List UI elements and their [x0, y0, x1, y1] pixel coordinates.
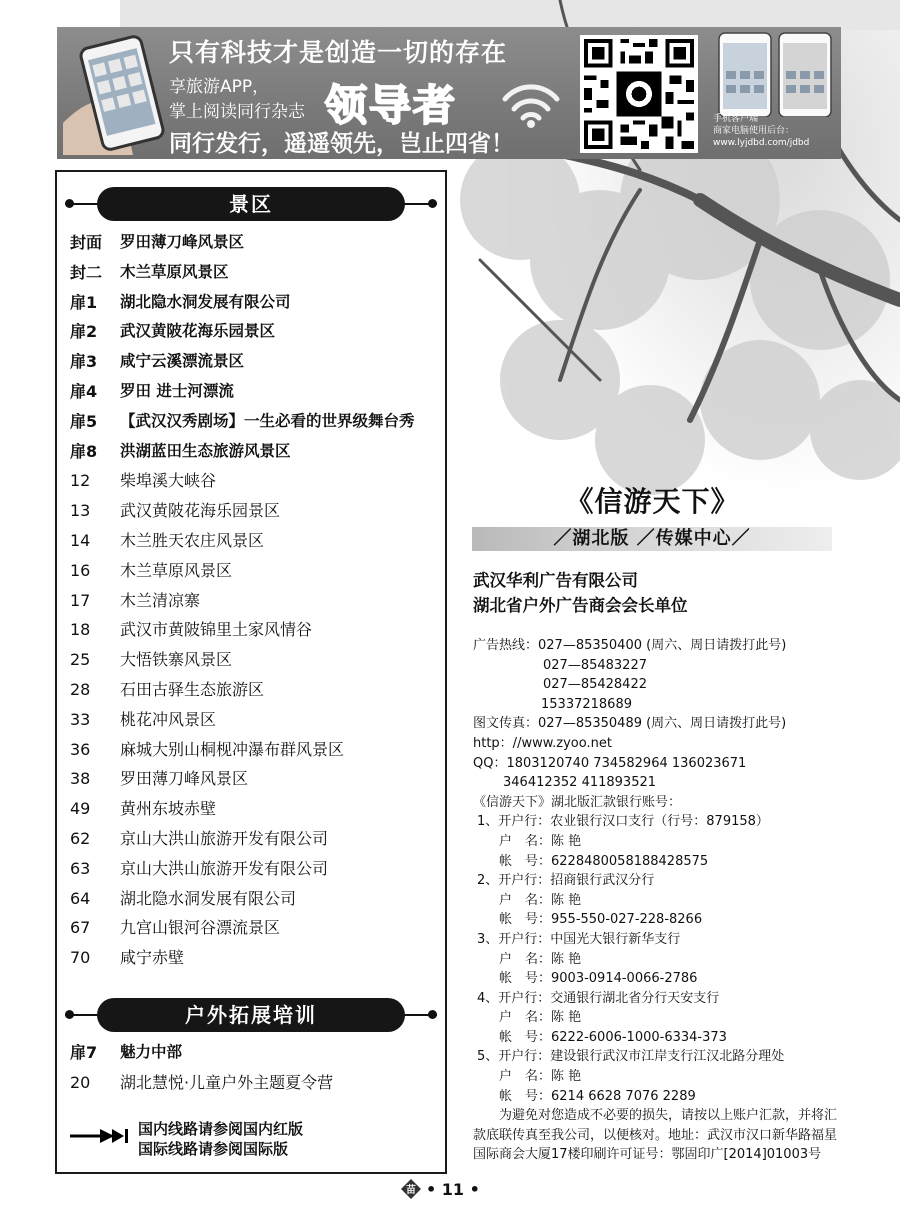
section-title-outdoor: 户外拓展培训 — [97, 998, 405, 1032]
list-item[interactable] — [70, 586, 442, 616]
page-ref: 12 — [70, 471, 91, 491]
bullet-dot — [428, 199, 437, 208]
item-name: 湖北隐水洞发展有限公司 — [120, 292, 291, 311]
badge-label: 苗 — [406, 1185, 416, 1196]
list-item[interactable] — [70, 407, 442, 437]
item-name: 木兰胜天农庄风景区 — [120, 530, 265, 550]
page-ref: 扉3 — [70, 352, 98, 372]
account-holder: 户 名：陈 艳 — [499, 1010, 582, 1026]
page-ref: 封面 — [70, 233, 103, 252]
list-item[interactable] — [70, 675, 442, 705]
account-number: 帐 号：6222-6006-1000-6334-373 — [499, 1029, 727, 1045]
page-ref: 扉5 — [70, 411, 98, 431]
item-name: 武汉市黄陂锦里土家风情谷 — [120, 620, 313, 640]
section-title-scenic: 景区 — [97, 187, 405, 221]
publisher-block — [473, 568, 688, 618]
page-ref: 16 — [70, 560, 91, 580]
arrow-to-end-icon — [70, 1126, 130, 1146]
app-note-url[interactable]: www.lyjdbd.com/jdbd — [713, 138, 810, 148]
account-holder: 户 名：陈 艳 — [499, 1069, 582, 1085]
contact-info-block — [473, 636, 843, 1165]
bank-account-title: 《信游天下》湖北版汇款银行账号： — [473, 794, 682, 810]
banner-big-word: 领导者 — [325, 81, 458, 130]
diamond-badge-icon — [400, 1178, 422, 1200]
list-item[interactable] — [70, 854, 442, 884]
list-item[interactable] — [70, 347, 442, 377]
account-holder: 户 名：陈 艳 — [499, 833, 582, 849]
item-name: 京山大洪山旅游开发有限公司 — [120, 828, 329, 848]
item-name: 罗田薄刀峰风景区 — [120, 233, 245, 251]
list-item[interactable] — [70, 466, 442, 496]
bullet-dot — [65, 199, 74, 208]
item-name: 木兰草原风景区 — [120, 560, 233, 580]
page-ref: 17 — [70, 590, 91, 610]
redirect-domestic: 国内线路请参阅国内红版 — [138, 1120, 304, 1138]
app-note-line1: 手机客户端 — [713, 114, 759, 124]
item-name: 大悟铁寨风景区 — [120, 650, 233, 670]
page-ref: 36 — [70, 739, 91, 759]
route-redirect-note — [70, 1114, 430, 1162]
page-ref: 扉2 — [70, 322, 98, 342]
contents-index-panel — [55, 170, 447, 1174]
remittance-notice: 为避免对您造成不必要的损失，请按以上账户汇款，并将汇款底联传真至我公司，以便核对。地址：武汉市汉口新华路福星国际商会大厦17楼印刷许可证号：鄂固印广[2014]01003号 — [473, 1108, 838, 1163]
hotline-number-2[interactable]: 027—85483227 — [543, 657, 647, 673]
page-footer — [400, 1178, 480, 1202]
list-item[interactable] — [70, 764, 442, 794]
item-name: 桃花冲风景区 — [120, 709, 217, 729]
account-number: 帐 号：6228480058188428575 — [499, 853, 709, 869]
edition-bar: ／湖北版 ／传媒中心／ — [472, 527, 832, 551]
item-name: 麻城大别山桐枧冲瀑布群风景区 — [120, 739, 345, 759]
page-ref: 28 — [70, 679, 91, 699]
item-name: 武汉黄陂花海乐园景区 — [120, 322, 276, 341]
section-header-scenic — [65, 187, 437, 221]
list-item[interactable] — [70, 615, 442, 645]
item-name: 武汉黄陂花海乐园景区 — [120, 501, 281, 521]
list-item[interactable] — [70, 317, 442, 347]
item-name: 柴埠溪大峡谷 — [120, 471, 217, 491]
item-name: 罗田 进士河漂流 — [120, 381, 234, 400]
page-ref: 14 — [70, 530, 91, 550]
page-ref: 扉4 — [70, 381, 98, 401]
list-item[interactable] — [70, 437, 442, 467]
company-name: 武汉华利广告有限公司 — [473, 571, 638, 590]
page-number: • 11 • — [426, 1179, 480, 1199]
phone-in-hand-image — [63, 33, 181, 155]
app-promo-banner[interactable] — [57, 27, 841, 159]
banner-app-line: 享旅游APP， — [169, 77, 270, 97]
page-ref: 33 — [70, 709, 91, 729]
app-screenshots-image — [713, 31, 839, 117]
bank-name: 5、开户行：建设银行武汉市江岸支行江汉北路分理处 — [477, 1049, 785, 1065]
list-item[interactable] — [70, 824, 442, 854]
bank-name: 1、开户行：农业银行汉口支行（行号：879158） — [477, 814, 769, 830]
qq-line-2: 346412352 411893521 — [503, 775, 657, 791]
bank-name: 4、开户行：交通银行湖北省分行天安支行 — [477, 990, 720, 1006]
page-ref: 扉1 — [70, 292, 98, 312]
page-ref: 13 — [70, 501, 91, 521]
page-ref: 67 — [70, 918, 91, 938]
page-ref: 扉8 — [70, 441, 98, 461]
list-item[interactable] — [70, 377, 442, 407]
account-holder: 户 名：陈 艳 — [499, 951, 582, 967]
list-item[interactable] — [70, 735, 442, 765]
item-name: 京山大洪山旅游开发有限公司 — [120, 858, 329, 878]
app-download-note — [713, 113, 839, 149]
page-ref: 38 — [70, 769, 91, 789]
section-header-outdoor — [65, 998, 437, 1032]
scenic-list — [70, 228, 442, 973]
item-name: 木兰清凉寨 — [120, 590, 201, 610]
banner-slogan: 只有科技才是创造一切的存在 — [169, 38, 508, 67]
company-title: 湖北省户外广告商会会长单位 — [473, 596, 688, 615]
list-item[interactable] — [70, 258, 442, 288]
account-number: 帐 号：6214 6628 7076 2289 — [499, 1088, 696, 1104]
list-item[interactable] — [70, 496, 442, 526]
redirect-international: 国际线路请参阅国际版 — [138, 1140, 289, 1158]
item-name: 咸宁赤壁 — [120, 948, 185, 968]
list-item[interactable] — [70, 1038, 442, 1068]
item-name: 石田古驿生态旅游区 — [120, 679, 265, 699]
item-name: 罗田薄刀峰风景区 — [120, 769, 249, 789]
page-ref: 扉7 — [70, 1043, 98, 1062]
item-name: 洪湖蓝田生态旅游风景区 — [120, 441, 291, 460]
list-item[interactable] — [70, 705, 442, 735]
bank-account-list — [473, 812, 843, 1106]
page-ref: 20 — [70, 1072, 91, 1092]
banner-tagline: 同行发行，遥遥领先，岂止四省！ — [169, 131, 514, 157]
account-number: 帐 号：9003-0914-0066-2786 — [499, 971, 698, 987]
account-holder: 户 名：陈 艳 — [499, 892, 582, 908]
list-item[interactable] — [70, 1068, 442, 1098]
bank-name: 3、开户行：中国光大银行新华支行 — [477, 931, 681, 947]
list-item[interactable] — [70, 943, 442, 973]
banner-read-line: 掌上阅读同行杂志 — [169, 102, 305, 122]
list-item[interactable] — [70, 228, 442, 258]
page-ref: 64 — [70, 888, 91, 908]
qr-code-image[interactable] — [580, 35, 698, 153]
qq-line-1: QQ：1803120740 734582964 136023671 — [473, 755, 747, 771]
item-name: 九宫山银河谷漂流景区 — [120, 918, 281, 938]
item-name: 咸宁云溪漂流景区 — [120, 352, 245, 371]
item-name: 黄州东坡赤壁 — [120, 799, 217, 819]
app-note-line2: 商家电脑使用后台： — [713, 126, 795, 136]
outdoor-list — [70, 1038, 442, 1098]
list-item[interactable] — [70, 884, 442, 914]
item-name: 湖北隐水洞发展有限公司 — [120, 888, 297, 908]
page-ref: 25 — [70, 650, 91, 670]
hotline-number-3[interactable]: 027—85428422 — [543, 677, 647, 693]
website-link[interactable]: http：//www.zyoo.net — [473, 735, 612, 751]
page-ref: 62 — [70, 828, 91, 848]
page-ref: 63 — [70, 858, 91, 878]
account-number: 帐 号：955-550-027-228-8266 — [499, 912, 703, 928]
item-name: 【武汉汉秀剧场】一生必看的世界级舞台秀 — [120, 411, 415, 430]
list-item[interactable] — [70, 526, 442, 556]
hotline-label: 广告热线： — [473, 638, 539, 653]
page-ref: 18 — [70, 620, 91, 640]
hotline-number-4[interactable]: 15337218689 — [541, 696, 632, 712]
item-name: 魅力中部 — [120, 1043, 183, 1061]
page-ref: 49 — [70, 799, 91, 819]
list-item[interactable] — [70, 913, 442, 943]
hotline-number-1[interactable]: 027—85350400 (周六、周日请拨打此号) — [538, 638, 787, 653]
item-name: 木兰草原风景区 — [120, 262, 229, 281]
page-ref: 70 — [70, 948, 91, 968]
wifi-icon — [499, 79, 563, 129]
list-item[interactable] — [70, 794, 442, 824]
list-item[interactable] — [70, 288, 442, 318]
magazine-title: 《信游天下》 — [565, 485, 740, 518]
bullet-dot — [428, 1010, 437, 1019]
list-item[interactable] — [70, 645, 442, 675]
list-item[interactable] — [70, 556, 442, 586]
page-ref: 封二 — [70, 262, 103, 282]
hotline-line — [473, 636, 843, 656]
item-name: 湖北慧悦·儿童户外主题夏令营 — [120, 1072, 334, 1092]
fax-line: 图文传真：027—85350489 (周六、周日请拨打此号) — [473, 716, 787, 732]
bank-name: 2、开户行：招商银行武汉分行 — [477, 873, 655, 889]
bullet-dot — [65, 1010, 74, 1019]
